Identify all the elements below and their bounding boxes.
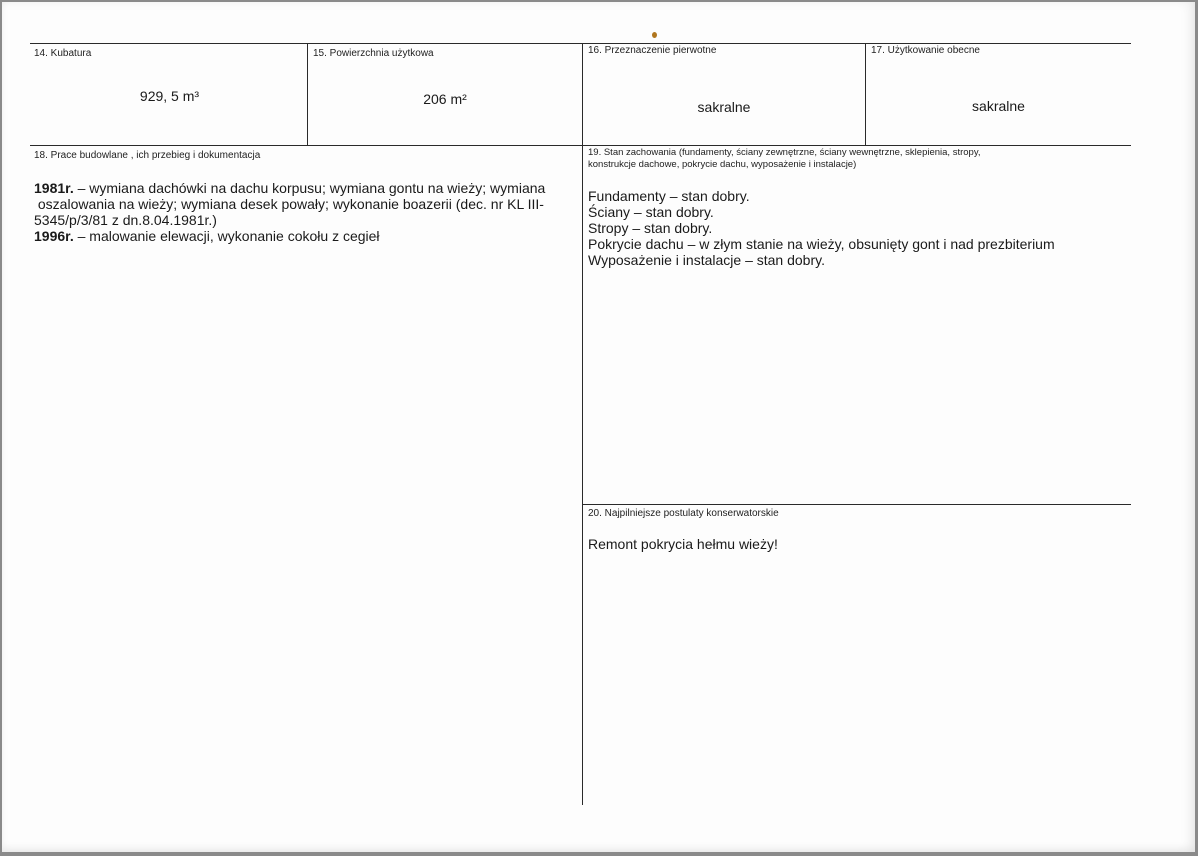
condition-roofing: Pokrycie dachu – w złym stanie na wieży, obsunięty gont i nad prezbiterium xyxy=(588,236,1055,252)
entry-1981-year: 1981r. xyxy=(34,180,74,196)
field-17-value: sakralne xyxy=(972,98,1025,114)
ink-dot xyxy=(652,32,657,38)
entry-1981-line1 xyxy=(34,180,574,196)
record-card xyxy=(2,2,1195,852)
field-20-value: Remont pokrycia hełmu wieży! xyxy=(588,536,778,552)
field-16-label: 16. Przeznaczenie pierwotne xyxy=(588,45,717,56)
field-18-content xyxy=(34,180,574,244)
field-19-content xyxy=(588,188,1128,268)
field-15-value: 206 m² xyxy=(423,91,467,107)
condition-walls: Ściany – stan dobry. xyxy=(588,204,714,220)
condition-ceilings: Stropy – stan dobry. xyxy=(588,220,713,236)
top-border-line xyxy=(30,43,1131,44)
entry-1996-line1 xyxy=(34,228,574,244)
field-19-label-line1: 19. Stan zachowania (fundamenty, ściany zewnętrzne, ściany wewnętrzne, sklepienia, stropy, xyxy=(588,147,981,158)
center-vertical-line xyxy=(582,43,583,805)
entry-1981-line2: oszalowania na wieży; wymiana desek powały; wykonanie boazerii (dec. nr KL III- xyxy=(34,196,544,212)
section-19-20-divider-line xyxy=(582,504,1131,505)
field-15-label: 15. Powierzchnia użytkowa xyxy=(313,48,434,59)
field-14-label: 14. Kubatura xyxy=(34,48,92,59)
entry-1981-line3: 5345/p/3/81 z dn.8.04.1981r.) xyxy=(34,212,217,228)
field-18-label: 18. Prace budowlane , ich przebieg i dokumentacja xyxy=(34,150,261,161)
field-14-value: 929, 5 m³ xyxy=(139,88,200,104)
field-20-label: 20. Najpilniejsze postulaty konserwatorskie xyxy=(588,508,779,519)
field-17-label: 17. Użytkowanie obecne xyxy=(871,45,980,56)
entry-1996-text1: – malowanie elewacji, wykonanie cokołu z cegieł xyxy=(73,228,380,244)
condition-equipment: Wyposażenie i instalacje – stan dobry. xyxy=(588,252,825,268)
condition-foundations: Fundamenty – stan dobry. xyxy=(588,188,750,204)
field-16-value: sakralne xyxy=(697,99,751,115)
entry-1996-year: 1996r. xyxy=(34,228,74,244)
field-19-label-line2: konstrukcje dachowe, pokrycie dachu, wyposażenie i instalacje) xyxy=(588,159,857,170)
entry-1981-text1: – wymiana dachówki na dachu korpusu; wymiana gontu na wieży; wymiana xyxy=(73,180,546,196)
col3-vertical-line xyxy=(865,43,866,145)
row1-divider-line xyxy=(30,145,1131,146)
